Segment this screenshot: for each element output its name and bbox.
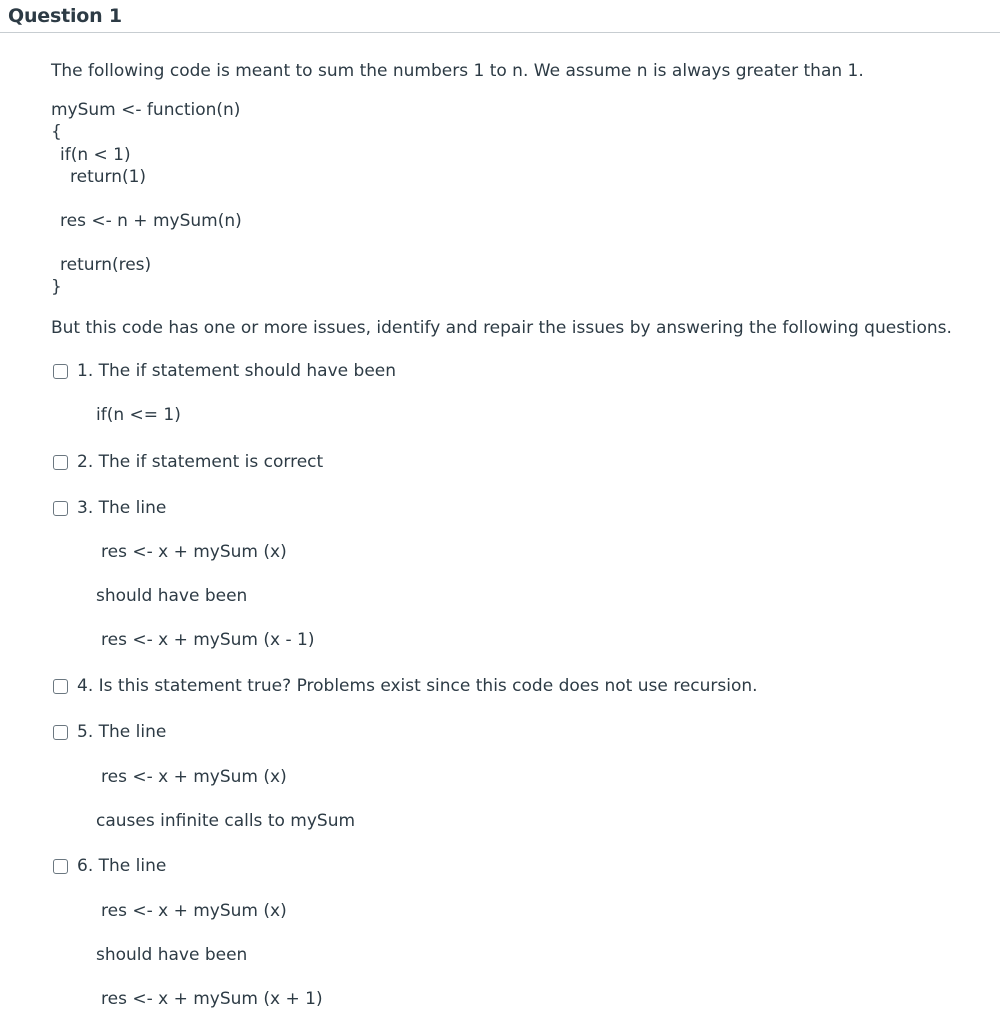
option-detail: res <- x + mySum (x) (101, 767, 287, 787)
option-3-checkbox[interactable] (53, 501, 68, 516)
code-line: { (51, 122, 62, 142)
option-1-label[interactable]: 1. The if statement should have been (77, 361, 397, 381)
code-line: return(1) (70, 167, 147, 187)
option-4-checkbox[interactable] (53, 679, 68, 694)
option-6-label[interactable]: 6. The line (77, 856, 167, 876)
code-line: if(n < 1) (60, 145, 131, 165)
code-line: res <- n + mySum(n) (60, 211, 242, 231)
code-line: mySum <- function(n) (51, 100, 241, 120)
option-detail: causes infinite calls to mySum (96, 811, 356, 831)
option-detail: res <- x + mySum (x) (101, 901, 287, 921)
code-line: } (51, 277, 62, 297)
code-line: return(res) (60, 255, 152, 275)
option-4-label[interactable]: 4. Is this statement true? Problems exist since this code does not use recursion. (77, 676, 758, 696)
option-detail: res <- x + mySum (x - 1) (101, 630, 315, 650)
option-2-label[interactable]: 2. The if statement is correct (77, 452, 324, 472)
option-3-label[interactable]: 3. The line (77, 498, 167, 518)
question-intro: The following code is meant to sum the numbers 1 to n. We assume n is always greater than 1. (51, 61, 864, 81)
option-detail: if(n <= 1) (96, 405, 181, 425)
question-prompt: But this code has one or more issues, identify and repair the issues by answering the following questions. (51, 318, 952, 338)
option-2-checkbox[interactable] (53, 455, 68, 470)
option-detail: should have been (96, 945, 248, 965)
option-detail: res <- x + mySum (x + 1) (101, 989, 323, 1009)
option-1-checkbox[interactable] (53, 364, 68, 379)
option-6-checkbox[interactable] (53, 859, 68, 874)
option-5-checkbox[interactable] (53, 725, 68, 740)
question-header (0, 0, 1000, 33)
option-5-label[interactable]: 5. The line (77, 722, 167, 742)
question-title: Question 1 (8, 5, 122, 27)
option-detail: should have been (96, 586, 248, 606)
option-detail: res <- x + mySum (x) (101, 542, 287, 562)
